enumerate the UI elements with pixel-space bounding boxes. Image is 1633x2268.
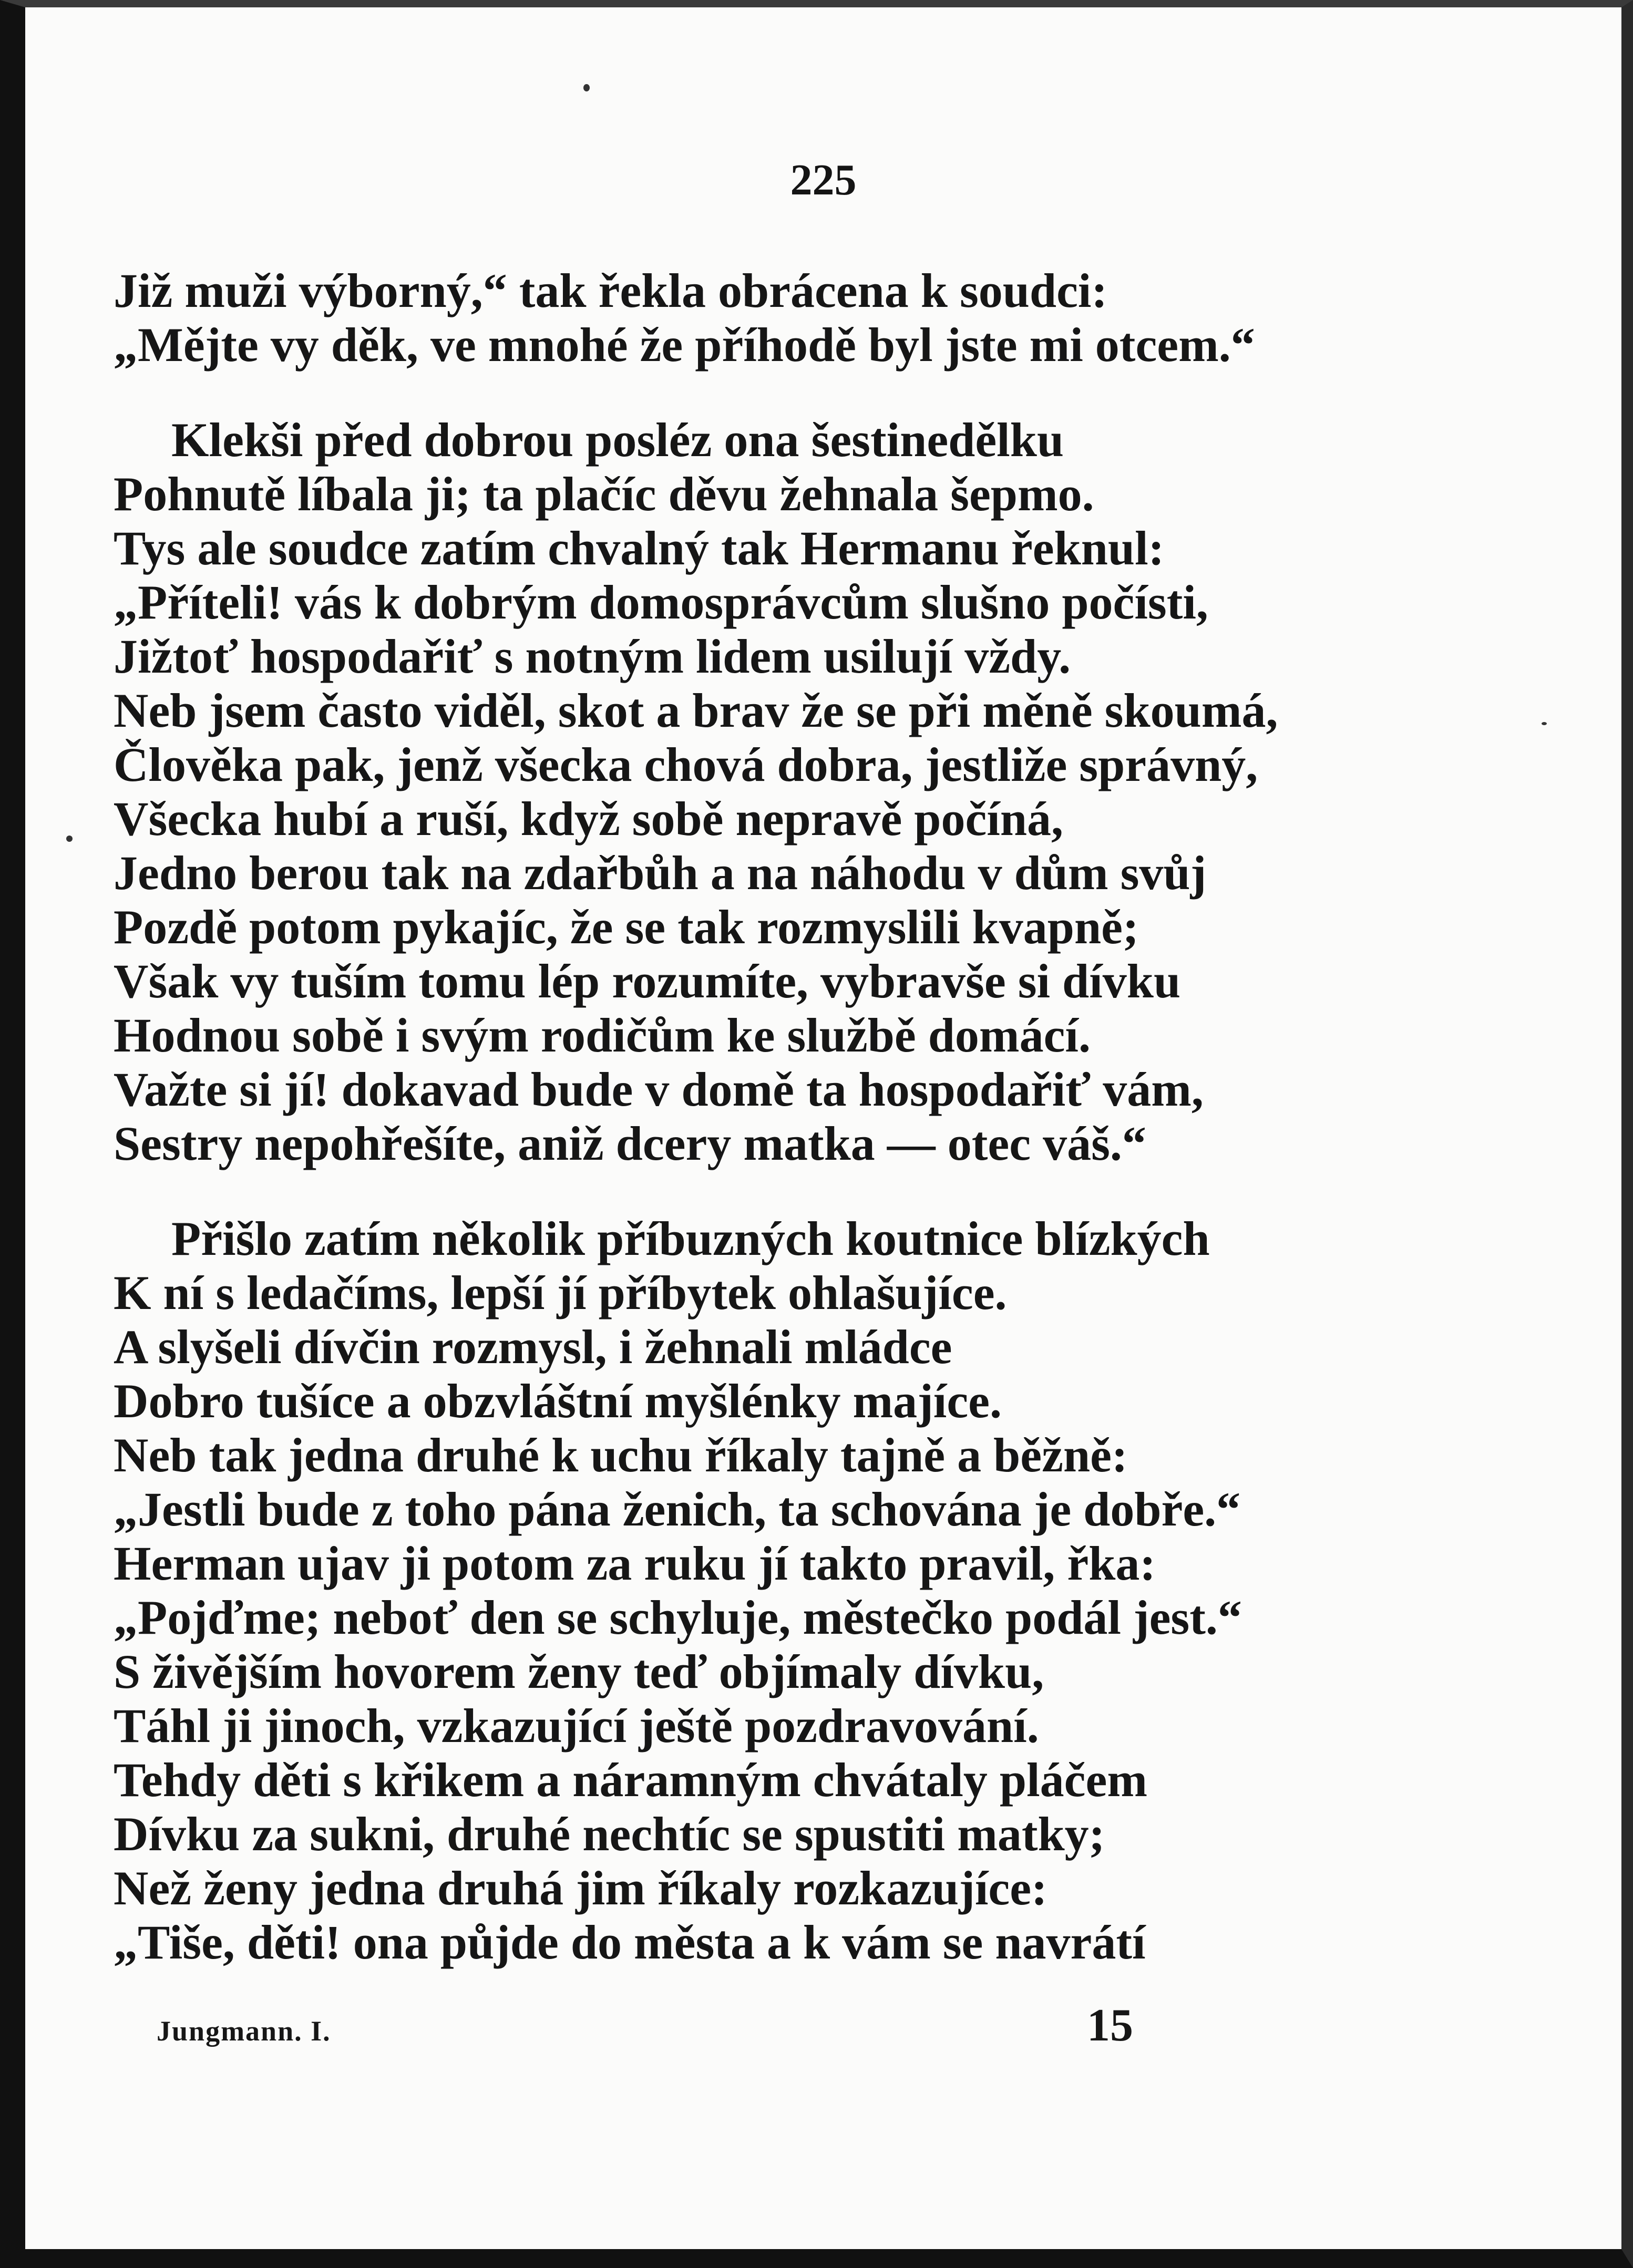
verse-line: Pohnutě líbala ji; ta plačíc děvu žehnala šepmo. (114, 467, 1094, 521)
verse-line: Tys ale soudce zatím chvalný tak Hermanu řeknul: (114, 521, 1165, 575)
verse-line: Všecka hubí a ruší, když sobě nepravě počíná, (114, 792, 1064, 846)
verse-line: Člověka pak, jenž všecka chová dobra, jestliže správný, (114, 738, 1258, 791)
print-speck (66, 836, 73, 842)
verse-line: Neb jsem často viděl, skot a brav že se při měně skoumá, (114, 684, 1278, 737)
print-speck (1542, 722, 1547, 725)
signature-number: 15 (1087, 2000, 1133, 2051)
verse-line: Však vy tuším tomu lép rozumíte, vybravše si dívku (114, 954, 1181, 1008)
verse-line: S živějším hovorem ženy teď objímaly dívku, (114, 1645, 1044, 1698)
verse-line: Již muži výborný,“ tak řekla obrácena k soudci: (114, 264, 1108, 317)
stanza (114, 413, 1480, 1171)
page-number: 225 (790, 156, 857, 204)
verse-line: Neb tak jedna druhé k uchu říkaly tajně a běžně: (114, 1428, 1128, 1482)
verse-line: A slyšeli dívčin rozmysl, i žehnali mládce (114, 1320, 952, 1374)
verse-line: „Příteli! vás k dobrým domosprávcům slušno počísti, (114, 575, 1208, 629)
verse-line: Važte si jí! dokavad bude v domě ta hospodařiť vám, (114, 1063, 1204, 1116)
verse-line: „Mějte vy děk, ve mnohé že příhodě byl jste mi otcem.“ (114, 318, 1255, 372)
verse-line: Dívku za sukni, druhé nechtíc se spustiti matky; (114, 1807, 1105, 1861)
verse-line: Pozdě potom pykajíc, že se tak rozmyslili kvapně; (114, 900, 1139, 954)
verse-line: Než ženy jedna druhá jim říkaly rozkazujíce: (114, 1861, 1047, 1915)
verse-line: Sestry nepohřešíte, aniž dcery matka — otec váš.“ (114, 1117, 1146, 1170)
print-speck (583, 84, 590, 91)
verse-line: „Tiše, děti! ona půjde do města a k vám se navrátí (114, 1915, 1146, 1969)
stanza (114, 1212, 1480, 1970)
verse-line: Přišlo zatím několik příbuzných koutnice blízkých (171, 1212, 1210, 1265)
verse-line: Herman ujav ji potom za ruku jí takto pravil, řka: (114, 1537, 1156, 1590)
verse-line: Hodnou sobě i svým rodičům ke službě domácí. (114, 1008, 1091, 1062)
poem-text (114, 264, 1480, 1970)
verse-line: Tehdy děti s křikem a náramným chvátaly pláčem (114, 1753, 1147, 1807)
verse-line: „Pojďme; neboť den se schyluje, městečko podál jest.“ (114, 1591, 1242, 1644)
printer-signature: Jungmann. I. (157, 2015, 331, 2047)
verse-line: Jedno berou tak na zdařbůh a na náhodu v dům svůj (114, 846, 1207, 900)
verse-line: Klekši před dobrou posléz ona šestinedělku (171, 413, 1064, 467)
stanza (114, 264, 1480, 372)
verse-line: Jižtoť hospodařiť s notným lidem usilují vždy. (114, 630, 1071, 683)
verse-line: „Jestli bude z toho pána ženich, ta schována je dobře.“ (114, 1482, 1241, 1536)
verse-line: Dobro tušíce a obzvláštní myšlénky majíce. (114, 1374, 1002, 1428)
verse-line: Táhl ji jinoch, vzkazující ještě pozdravování. (114, 1699, 1039, 1752)
verse-line: K ní s ledačíms, lepší jí příbytek ohlašujíce. (114, 1266, 1007, 1319)
